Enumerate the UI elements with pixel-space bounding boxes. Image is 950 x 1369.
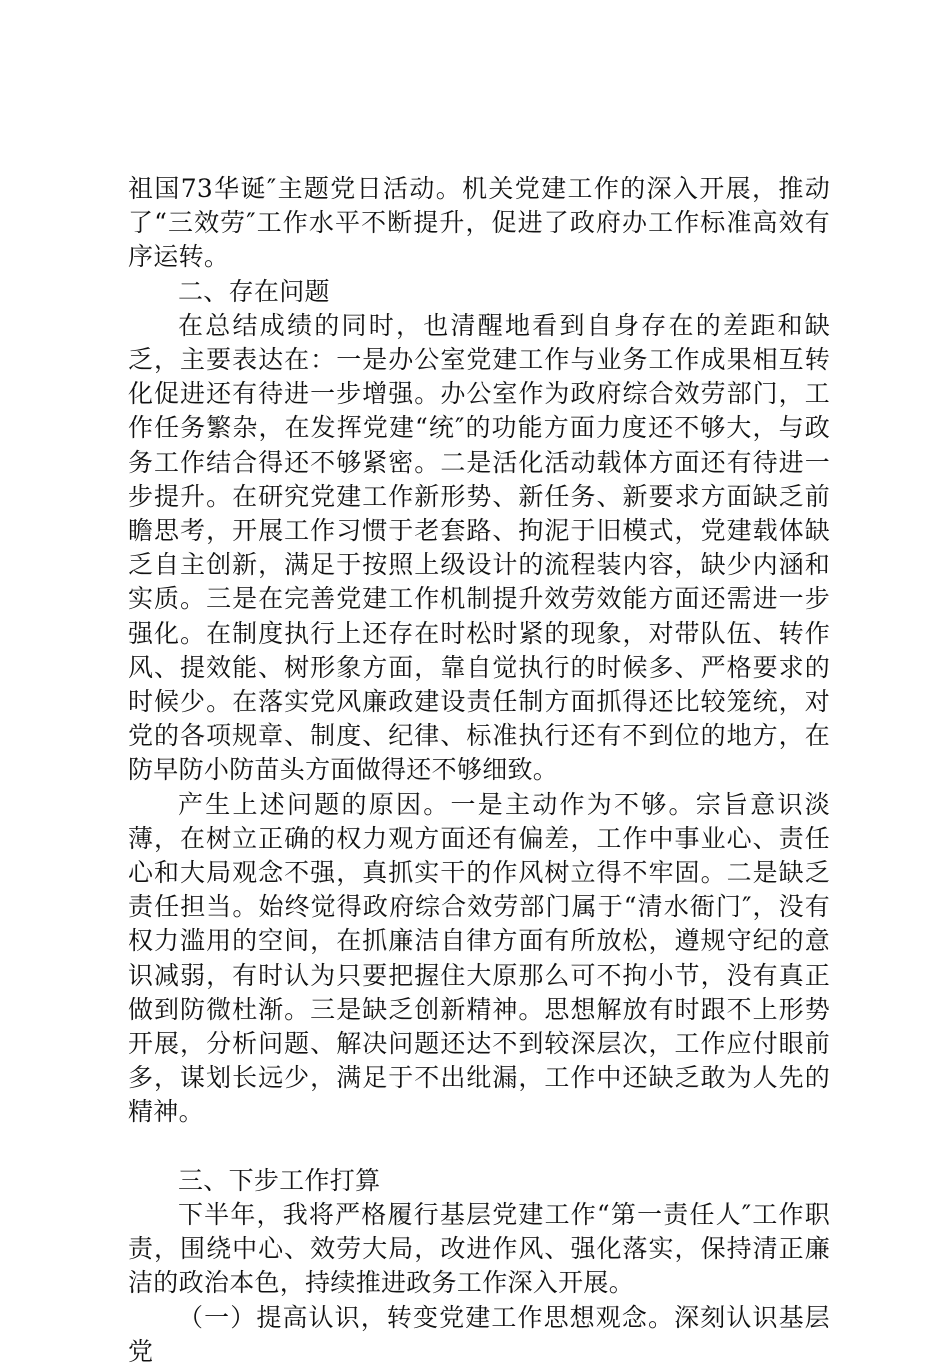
paragraph-plans: 下半年，我将严格履行基层党建工作“第一责任人″工作职责，围绕中心、效劳大局，改进作风、强化落实，保持清正廉洁的政治本色，持续推进政务工作深入开展。 bbox=[128, 1199, 830, 1298]
section-heading-plans: 三、下步工作打算 bbox=[178, 1165, 381, 1195]
paragraph-problems: 在总结成绩的同时，也清醒地看到自身存在的差距和缺乏，主要表达在：一是办公室党建工作与业务工作成果相互转化促进还有待进一步增强。办公室作为政府综合效劳部门，工作任务繁杂，在发挥党建“统″的功能方面力度还不够大，与政务工作结合得还不够紧密。二是活化活动载体方面还有待进一步提升。在研究党建工作新形势、新任务、新要求方面缺乏前瞻思考，开展工作习惯于老套路、拘泥于旧模式，党建载体缺乏自主创新，满足于按照上级设计的流程装内容，缺少内涵和实质。三是在完善党建工作机制提升效劳效能方面还需进一步强化。在制度执行上还存在时松时紧的现象，对带队伍、转作风、提效能、树形象方面，靠自觉执行的时候多、严格要求的时候少。在落实党风廉政建设责任制方面抓得还比较笼统，对党的各项规章、制度、纪律、标准执行还有不到位的地方，在防早防小防苗头方面做得还不够细致。 bbox=[128, 310, 830, 785]
paragraph-item-1: （一）提高认识，转变党建工作思想观念。深刻认识基层党 bbox=[128, 1302, 830, 1366]
paragraph-causes: 产生上述问题的原因。一是主动作为不够。宗旨意识淡薄，在树立正确的权力观方面还有偏差，工作中事业心、责任心和大局观念不强，真抓实干的作风树立得不牢固。二是缺乏责任担当。始终觉得政府综合效劳部门属于“清水衙门″，没有权力滥用的空间，在抓廉洁自律方面有所放松，遵规守纪的意识减弱，有时认为只要把握住大原那么可不拘小节，没有真正做到防微杜渐。三是缺乏创新精神。思想解放有时跟不上形势开展，分析问题、解决问题还达不到较深层次，工作应付眼前多，谋划长远少，满足于不出纰漏，工作中还缺乏敢为人先的精神。 bbox=[128, 789, 830, 1127]
paragraph-continuation: 祖国73华诞″主题党日活动。机关党建工作的深入开展，推动了“三效劳″工作水平不断提升，促进了政府办工作标准高效有序运转。 bbox=[128, 174, 830, 272]
section-heading-problems: 二、存在问题 bbox=[178, 276, 330, 306]
document-body bbox=[128, 172, 830, 1369]
